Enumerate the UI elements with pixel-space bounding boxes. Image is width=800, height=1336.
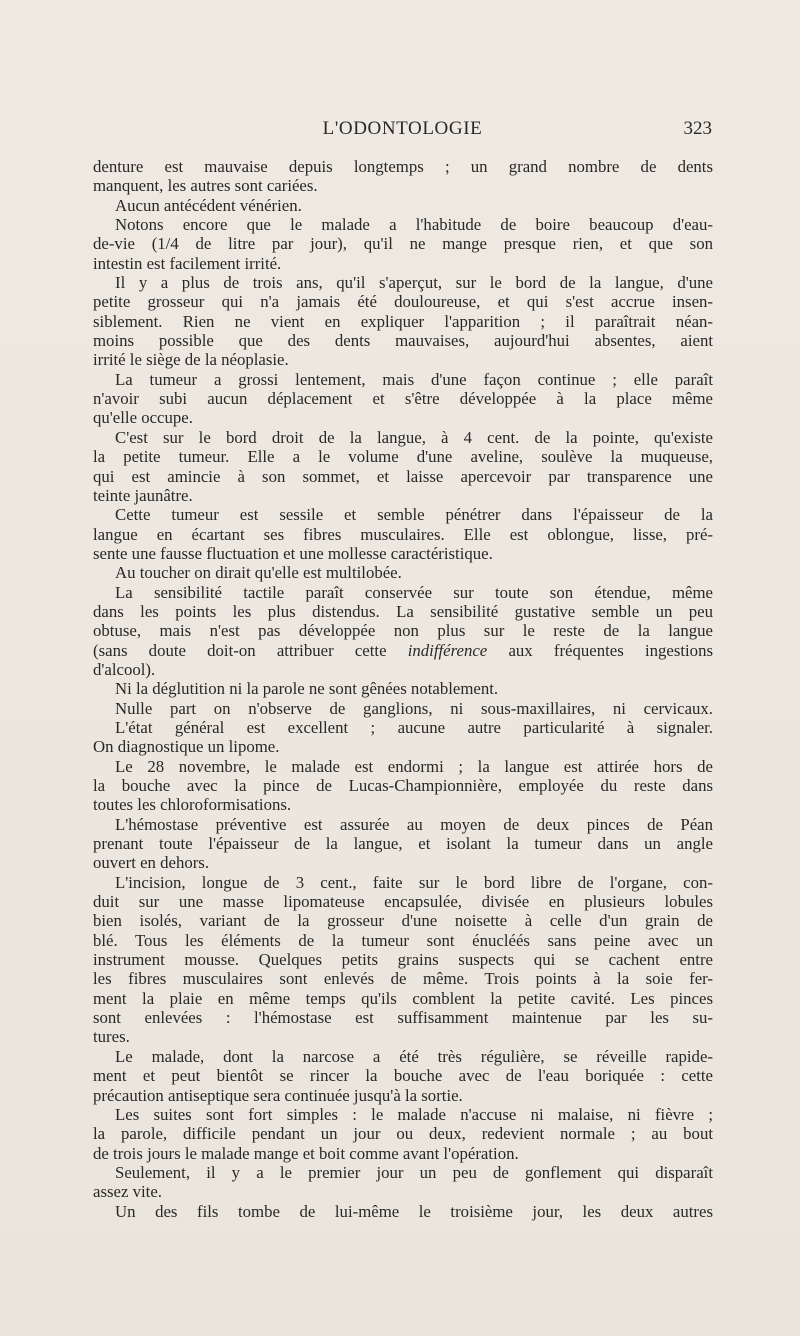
text-segment: aux fréquentes ingestions [487,640,713,660]
text-line: Notons encore que le malade a l'habitude de boire beaucoup d'eau- [115,215,713,235]
running-title: L'ODONTOLOGIE [322,118,483,139]
text-line: ment et peut bientôt se rincer la bouche avec de l'eau boriquée : cette [93,1066,713,1086]
text-segment: (sans doute doit-on attribuer cette [93,640,408,660]
text-line: prenant toute l'épaisseur de la langue, et isolant la tumeur dans un angle [93,834,713,854]
text-line: siblement. Rien ne vient en expliquer l'apparition ; il paraîtrait néan- [93,311,713,331]
text-line: d'alcool). [93,659,156,679]
text-line: Le 28 novembre, le malade est endormi ; la langue est attirée hors de [115,756,713,776]
text-line: ment la plaie en même temps qu'ils comblent la petite cavité. Les pinces [93,988,713,1008]
text-line: L'hémostase préventive est assurée au moyen de deux pinces de Péan [115,814,713,834]
text-line: précaution antiseptique sera continuée jusqu'à la sortie. [93,1085,463,1105]
text-line: sente une fausse fluctuation et une mollesse caractéristique. [93,543,493,563]
text-line: Au toucher on dirait qu'elle est multilobée. [115,563,402,583]
text-line: qu'elle occupe. [93,408,193,428]
text-line: L'incision, longue de 3 cent., faite sur le bord libre de l'organe, con- [115,872,713,892]
text-line: les fibres musculaires sont enlevés de même. Trois points à la soie fer- [93,969,713,989]
text-line: duit sur une masse lipomateuse encapsulée, divisée en plusieurs lobules [93,892,713,912]
text-line: obtuse, mais n'est pas développée non plus sur le reste de la langue [93,621,713,641]
text-line: de-vie (1/4 de litre par jour), qu'il ne mange presque rien, et que son [93,234,713,254]
text-line: bien isolés, variant de la grosseur d'une noisette à celle d'un grain de [93,911,713,931]
text-line: n'avoir subi aucun déplacement et s'être développée à la place même [93,389,713,409]
text-line: instrument mousse. Quelques petits grains suspects qui se cachent entre [93,950,713,970]
text-line: Aucun antécédent vénérien. [115,195,302,215]
text-line: la bouche avec la pince de Lucas-Championnière, employée du reste dans [93,776,713,795]
text-line: dans les points les plus distendus. La sensibilité gustative semble un peu [93,601,713,621]
text-line: la petite tumeur. Elle a le volume d'une aveline, soulève la muqueuse, [93,447,713,467]
text-line: denture est mauvaise depuis longtemps ; un grand nombre de dents [93,157,713,176]
page-header [93,118,712,144]
text-line: blé. Tous les éléments de la tumeur sont énucléés sans peine avec un [93,930,713,950]
text-line: manquent, les autres sont cariées. [93,176,318,196]
text-line: Ni la déglutition ni la parole ne sont gênées notablement. [115,679,499,699]
text-line: toutes les chloroformisations. [93,795,292,815]
text-line: sont enlevées : l'hémostase est suffisamment maintenue par les su- [93,1008,713,1028]
text-line: intestin est facilement irrité. [93,253,282,273]
text-line [93,641,713,660]
text-line: Le malade, dont la narcose a été très régulière, se réveille rapide- [115,1046,713,1066]
text-line: Un des fils tombe de lui-même le troisième jour, les deux autres [115,1201,713,1221]
text-line: de trois jours le malade mange et boit comme avant l'opération. [93,1143,519,1163]
text-line: qui est amincie à son sommet, et laisse apercevoir par transparence une [93,466,713,486]
text-line: C'est sur le bord droit de la langue, à 4 cent. de la pointe, qu'existe [115,427,713,447]
text-line: Les suites sont fort simples : le malade n'accuse ni malaise, ni fièvre ; [115,1104,713,1124]
text-line: Cette tumeur est sessile et semble pénétrer dans l'épaisseur de la [115,505,713,525]
text-line: assez vite. [93,1182,162,1202]
text-line: ouvert en dehors. [93,853,210,873]
text-line: Nulle part on n'observe de ganglions, ni sous-maxillaires, ni cervicaux. [115,698,713,718]
body-text [93,157,713,1221]
text-line: La tumeur a grossi lentement, mais d'une façon continue ; elle paraît [115,369,713,389]
emphasis-text: indifférence [407,640,488,660]
text-line: petite grosseur qui n'a jamais été douloureuse, et qui s'est accrue insen- [93,292,713,312]
text-line: moins possible que des dents mauvaises, aujourd'hui absentes, aient [93,331,713,351]
text-line: On diagnostique un lipome. [93,737,280,757]
text-line: L'état général est excellent ; aucune autre particularité à signaler. [115,717,713,737]
page-number: 323 [683,118,712,139]
text-line: langue en écartant ses fibres musculaires. Elle est oblongue, lisse, pré- [93,524,713,544]
text-line: Il y a plus de trois ans, qu'il s'aperçut, sur le bord de la langue, d'une [115,273,713,293]
text-line: la parole, difficile pendant un jour ou deux, redevient normale ; au bout [93,1124,713,1144]
text-line: irrité le siège de la néoplasie. [93,350,289,370]
text-line: teinte jaunâtre. [93,485,193,505]
text-line: Seulement, il y a le premier jour un peu de gonflement qui disparaît [115,1162,713,1182]
text-line: La sensibilité tactile paraît conservée sur toute son étendue, même [115,582,713,602]
text-line: tures. [93,1027,130,1047]
